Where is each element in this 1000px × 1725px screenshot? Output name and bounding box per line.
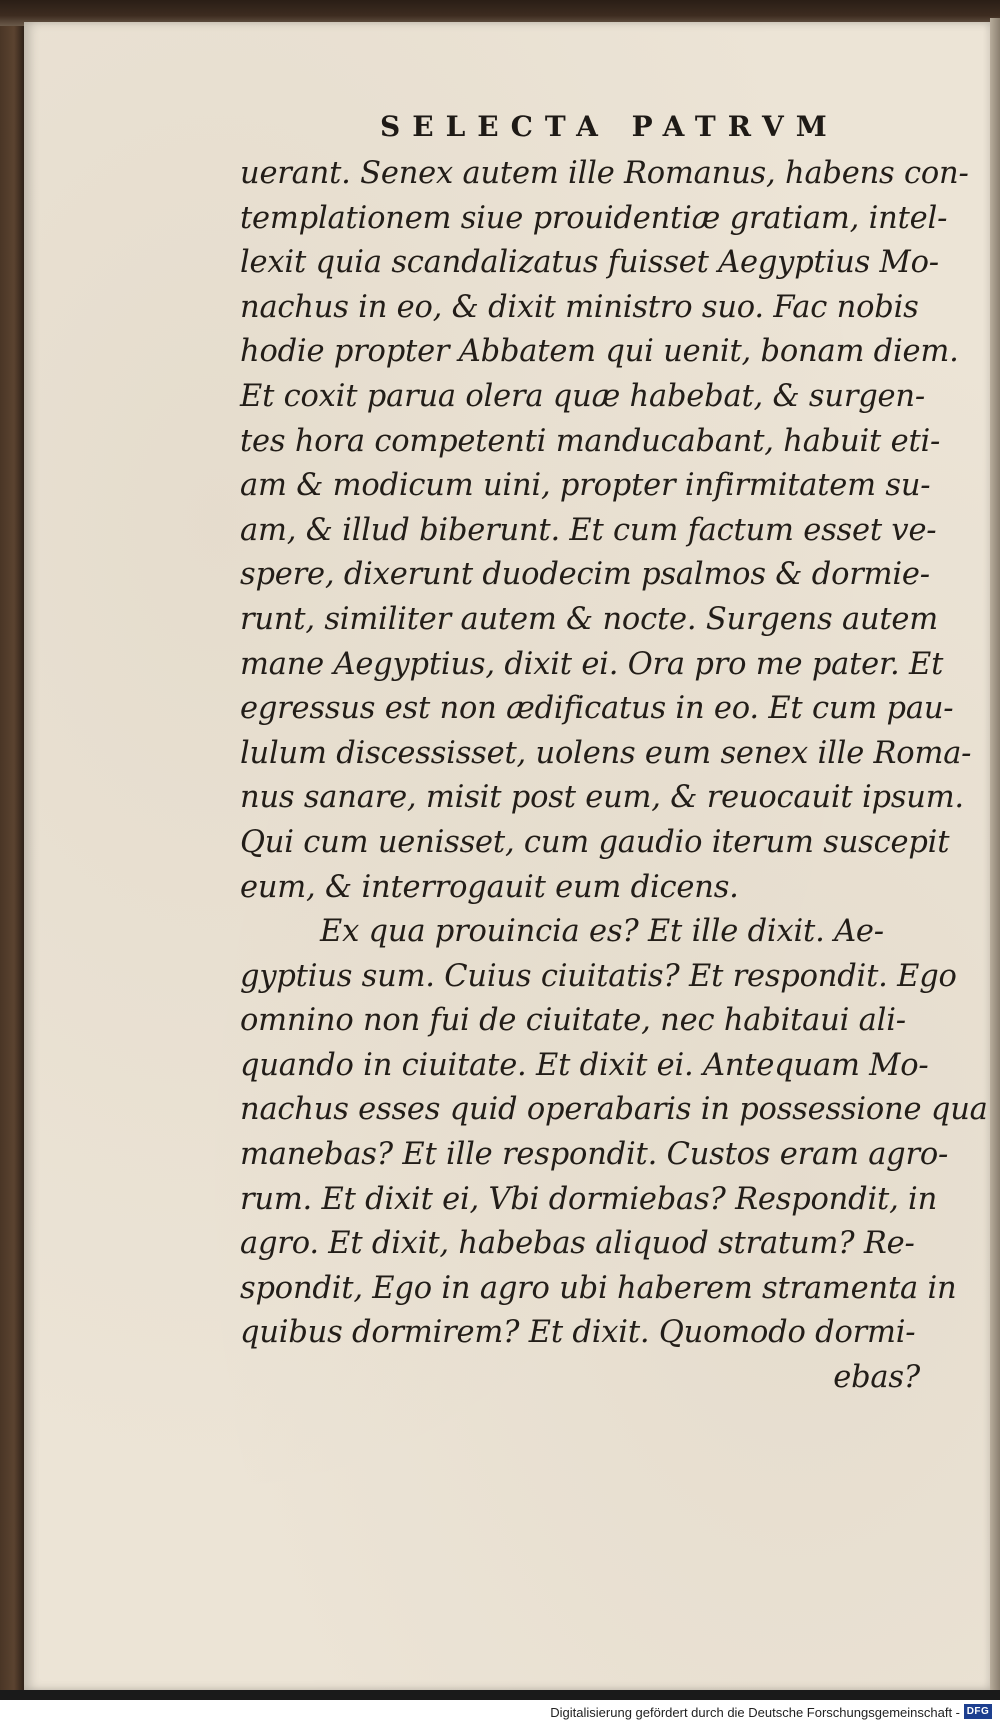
dfg-logo: DFG <box>964 1704 992 1719</box>
text-line: quando in ciuitate. Et dixit ei. Antequam Mo- <box>240 1047 929 1083</box>
text-line: nachus in eo, & dixit ministro suo. Fac nobis <box>240 289 919 325</box>
text-line: quibus dormirem? Et dixit. Quomodo dormi- <box>240 1315 916 1351</box>
text-line: lulum discessisset, uolens eum senex ille Roma- <box>240 735 972 771</box>
running-head: SELECTA PATRVM <box>380 110 839 143</box>
text-line: gyptius sum. Cuius ciuitatis? Et respondit. Ego <box>240 958 957 994</box>
text-line: egressus est non ædificatus in eo. Et cum pau- <box>240 691 954 727</box>
text-line: hodie propter Abbatem qui uenit, bonam diem. <box>240 334 959 370</box>
text-line: eum, & interrogauit eum dicens. <box>240 869 739 905</box>
scan-bottom-band <box>0 1690 1000 1700</box>
text-line: mane Aegyptius, dixit ei. Ora pro me pater. Et <box>240 646 944 682</box>
text-line: nus sanare, misit post eum, & reuocauit ipsum. <box>240 780 964 816</box>
digitization-credit: Digitalisierung gefördert durch die Deutsche Forschungsgemeinschaft - <box>550 1705 960 1720</box>
text-line: am & modicum uini, propter infirmitatem su- <box>240 468 931 504</box>
text-line: rum. Et dixit ei, Vbi dormiebas? Respondit, in <box>240 1181 938 1217</box>
text-line: lexit quia scandalizatus fuisset Aegyptius Mo- <box>240 245 939 281</box>
text-line: tes hora competenti manducabant, habuit eti- <box>240 423 941 459</box>
text-line: templationem siue prouidentiæ gratiam, intel- <box>240 200 948 236</box>
text-line: am, & illud biberunt. Et cum factum esset ve- <box>240 512 937 548</box>
text-line: omnino non fui de ciuitate, nec habitaui ali- <box>240 1003 906 1039</box>
text-line: nachus esses quid operabaris in possessione qua <box>240 1092 988 1128</box>
text-line: runt, similiter autem & nocte. Surgens autem <box>240 601 939 637</box>
text-line: manebas? Et ille respondit. Custos eram agro- <box>240 1137 949 1173</box>
text-line: Et coxit parua olera quæ habebat, & surgen- <box>240 378 925 414</box>
page-body-text <box>240 152 988 1401</box>
text-line: uerant. Senex autem ille Romanus, habens con- <box>240 156 969 191</box>
paragraph-start-line: Ex qua prouincia es? Et ille dixit. Ae- <box>320 914 884 950</box>
text-line: spere, dixerunt duodecim psalmos & dormie- <box>240 557 930 593</box>
catchword: ebas? <box>833 1360 920 1396</box>
text-line: agro. Et dixit, habebas aliquod stratum? Re- <box>240 1226 915 1262</box>
text-line: Qui cum uenisset, cum gaudio iterum suscepit <box>240 824 950 860</box>
text-line: spondit, Ego in agro ubi haberem stramenta in <box>240 1270 957 1306</box>
page-right-edge <box>990 18 1000 1693</box>
